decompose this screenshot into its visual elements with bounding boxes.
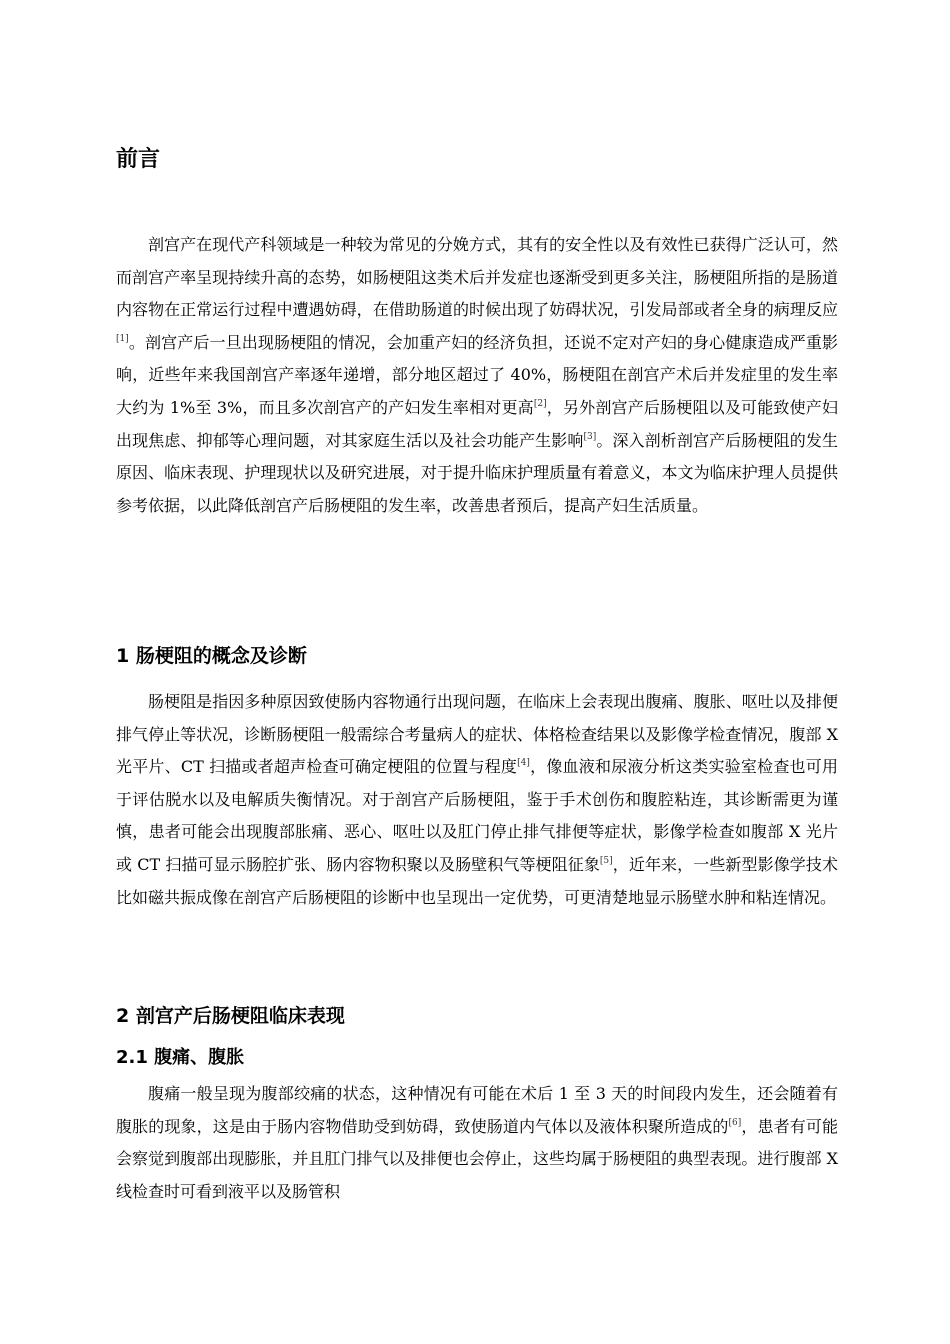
citation-3: [3] [583,431,597,442]
section-2-1-text-1: 腹痛一般呈现为腹部绞痛的状态，这种情况有可能在术后 1 至 3 天的时间段内发生，还会随着有腹胀的现象，这是由于肠内容物借助受到妨碍，致使肠道内气体以及液体积聚所造成的 [116,1084,838,1136]
section-2-1-text-2: ，患者有可能会察觉到腹部出现膨胀，并且肛门排气以及排便也会停止，这些均属于肠梗阻的典型表现。进行腹部 X 线检查时可看到液平以及肠管积 [116,1116,838,1201]
section-2-1-paragraph [116,1078,838,1208]
citation-2: [2] [533,398,547,409]
section-2-1-heading: 2.1 腹痛、腹胀 [116,1047,245,1068]
section-1-text-3: ，近年来，一些新型影像学技术比如磁共振成像在剖宫产后肠梗阻的诊断中也呈现出一定优势，可更清楚地显示肠壁水肿和粘连情况。 [116,854,838,907]
section-1-text-2: ，像血液和尿液分析这类实验室检查也可用于评估脱水以及电解质失衡情况。对于剖宫产后肠梗阻，鉴于手术创伤和腹腔粘连，其诊断需更为谨慎，患者可能会出现腹部胀痛、恶心、呕吐以及肛门停止排气排便等症状，影像学检查如腹部 X 光片或 CT 扫描可显示肠腔扩张、肠内容物积聚以及肠壁积气等梗阻征象 [116,757,838,874]
citation-5: [5] [599,855,613,866]
citation-4: [4] [517,758,530,769]
section-1-text-1: 肠梗阻是指因多种原因致使肠内容物通行出现问题，在临床上会表现出腹痛、腹胀、呕吐以及排便排气停止等状况，诊断肠梗阻一般需综合考量病人的症状、体格检查结果以及影像学检查情况，腹部 X 光平片、CT 扫描或者超声检查可确定梗阻的位置与程度 [116,692,838,777]
section-1-heading: 1 肠梗阻的概念及诊断 [116,645,307,667]
section-2-heading: 2 剖宫产后肠梗阻临床表现 [116,1005,345,1027]
intro-text-2: 。剖宫产后一旦出现肠梗阻的情况，会加重产妇的经济负担，还说不定对产妇的身心健康造成严重影响，近些年来我国剖宫产率逐年递增，部分地区超过了 40%，肠梗阻在剖宫产术后并发症里的发生率大约为 1%至 3%，而且多次剖宫产的产妇发生率相对更高 [116,332,838,417]
intro-text-4: 。深入剖析剖宫产后肠梗阻的发生原因、临床表现、护理现状以及研究进展，对于提升临床护理质量有着意义，本文为临床护理人员提供参考依据，以此降低剖宫产后肠梗阻的发生率，改善患者预后，提高产妇生活质量。 [116,430,838,515]
intro-text-3: ，另外剖宫产后肠梗阻以及可能致使产妇出现焦虑、抑郁等心理问题，对其家庭生活以及社会功能产生影响 [116,397,838,450]
section-1-paragraph [116,686,838,914]
citation-6: [6] [728,1117,742,1128]
intro-text-1: 剖宫产在现代产科领域是一种较为常见的分娩方式，其有的安全性以及有效性已获得广泛认可，然而剖宫产率呈现持续升高的态势，如肠梗阻这类术后并发症也逐渐受到更多关注，肠梗阻所指的是肠道内容物在正常运行过程中遭遇妨碍，在借助肠道的时候出现了妨碍状况，引发局部或者全身的病理反应 [116,235,838,320]
intro-paragraph [116,229,838,522]
page-title: 前言 [116,147,161,172]
citation-1: [1] [116,333,129,344]
